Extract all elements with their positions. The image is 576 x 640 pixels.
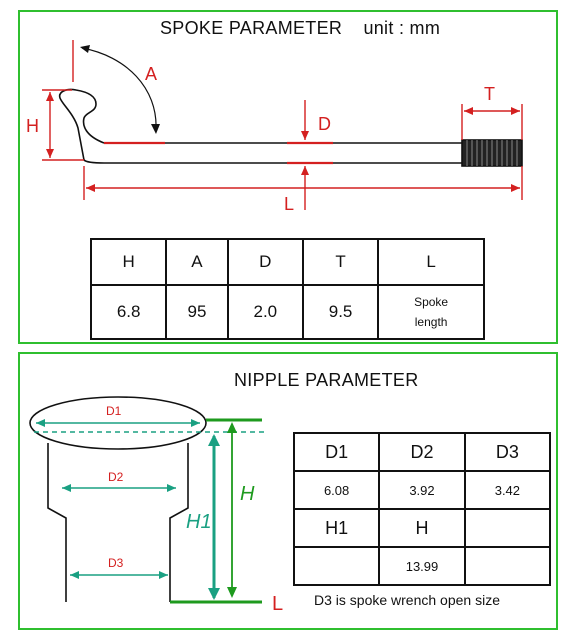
a-arc-arrow-end	[151, 124, 160, 134]
spoke-header-h: H	[91, 239, 166, 285]
spoke-drawing	[60, 89, 522, 166]
spoke-value-l	[378, 285, 484, 339]
nipple-header-h: H	[379, 509, 465, 547]
spoke-label-d: D	[318, 114, 331, 134]
nipple-value-d1: 6.08	[294, 471, 379, 509]
spoke-header-d: D	[228, 239, 303, 285]
spoke-length-line2: length	[414, 315, 448, 329]
nipple-body	[48, 443, 188, 602]
nipple-header-d1: D1	[294, 433, 379, 471]
spoke-value-t: 9.5	[303, 285, 378, 339]
unit-text: unit : mm	[363, 18, 441, 38]
nipple-label-l: L	[272, 593, 284, 615]
nipple-title: NIPPLE PARAMETER	[234, 370, 419, 390]
nipple-label-d1: D1	[106, 404, 122, 418]
nipple-value-empty	[465, 547, 550, 585]
nipple-label-h1: H1	[186, 511, 212, 533]
spoke-dimensions	[42, 40, 522, 210]
nipple-parameter-table	[293, 432, 551, 586]
spoke-label-a: A	[145, 64, 158, 84]
nipple-label-d2: D2	[108, 470, 124, 484]
nipple-drawing	[30, 397, 206, 602]
spoke-title-text: SPOKE PARAMETER	[160, 18, 343, 38]
spoke-table-value-row	[91, 285, 484, 339]
nipple-header-d3: D3	[465, 433, 550, 471]
nipple-value-h: 13.99	[379, 547, 465, 585]
nipple-label-h: H	[240, 483, 255, 505]
spoke-header-t: T	[303, 239, 378, 285]
nipple-header-empty	[465, 509, 550, 547]
spoke-header-a: A	[166, 239, 227, 285]
spoke-label-l: L	[284, 194, 295, 214]
spoke-label-h: H	[26, 116, 39, 136]
nipple-value-h1	[294, 547, 379, 585]
a-arc-arrow-start	[80, 45, 90, 53]
nipple-row2-values	[294, 547, 550, 585]
nipple-row1-headers	[294, 433, 550, 471]
nipple-value-d2: 3.92	[379, 471, 465, 509]
spoke-value-h: 6.8	[91, 285, 166, 339]
spoke-header-l: L	[378, 239, 484, 285]
spoke-parameter-table	[90, 238, 485, 340]
spoke-label-t: T	[484, 84, 495, 104]
nipple-label-d3: D3	[108, 556, 124, 570]
spoke-value-a: 95	[166, 285, 227, 339]
spoke-head	[60, 89, 104, 160]
spoke-elbow	[84, 160, 104, 163]
nipple-row2-headers	[294, 509, 550, 547]
nipple-row1-values	[294, 471, 550, 509]
spoke-length-line1: Spoke	[414, 295, 449, 309]
spoke-table-header-row	[91, 239, 484, 285]
nipple-header-h1: H1	[294, 509, 379, 547]
nipple-header-d2: D2	[379, 433, 465, 471]
a-angle-arc	[82, 48, 156, 130]
spoke-value-d: 2.0	[228, 285, 303, 339]
nipple-value-d3: 3.42	[465, 471, 550, 509]
nipple-note: D3 is spoke wrench open size	[314, 592, 500, 608]
